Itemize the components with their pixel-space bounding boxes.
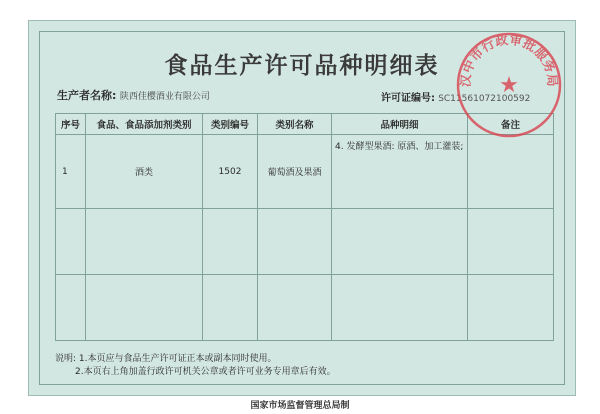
cell-category: [86, 275, 203, 341]
note-1: 说明: 1.本页应与食品生产许可证正本或副本同时使用。: [55, 354, 277, 364]
producer-row: [57, 87, 210, 103]
svg-text:★: ★: [499, 73, 519, 98]
header-category: 食品、食品添加剂类别: [86, 114, 203, 135]
cell-seq: 1: [56, 135, 86, 209]
variety-table: [55, 113, 554, 341]
cell-code: 1502: [203, 135, 258, 209]
cell-remark: [468, 135, 554, 209]
header-code: 类别编号: [203, 114, 258, 135]
notes: [55, 353, 336, 379]
cell-detail: [332, 275, 468, 341]
table-row: [56, 209, 554, 275]
cell-remark: [468, 209, 554, 275]
cell-detail: 4. 发酵型果酒: 原酒、加工灌装;: [332, 135, 468, 209]
cell-name: 葡萄酒及果酒: [258, 135, 332, 209]
cell-seq: [56, 209, 86, 275]
producer-name: 陕西佳樱酒业有限公司: [119, 92, 210, 102]
header-remark: 备注: [468, 114, 554, 135]
cell-category: 酒类: [86, 135, 203, 209]
note-2: 2.本页右上角加盖行政许可机关公章或者许可业务专用章后有效。: [75, 367, 336, 377]
cell-detail: [332, 209, 468, 275]
cell-code: [203, 275, 258, 341]
permit-label: 许可证编号:: [381, 93, 435, 104]
permit-number: SC11561072100592: [438, 94, 531, 104]
cell-seq: [56, 275, 86, 341]
cell-name: [258, 275, 332, 341]
cell-remark: [468, 275, 554, 341]
cell-code: [203, 209, 258, 275]
cell-category: [86, 209, 203, 275]
table-row: [56, 135, 554, 209]
header-seq: 序号: [56, 114, 86, 135]
table-row: [56, 275, 554, 341]
cell-name: [258, 209, 332, 275]
document-title: 食品生产许可品种明细表: [164, 53, 440, 79]
official-seal-stamp: [454, 30, 564, 140]
issuing-authority: 国家市场监督管理总局制: [250, 401, 350, 411]
producer-label: 生产者名称:: [57, 89, 117, 102]
header-detail: 品种明细: [332, 114, 468, 135]
header-name: 类别名称: [258, 114, 332, 135]
seal-text: 汉中市行政审批服务局: [457, 31, 561, 88]
